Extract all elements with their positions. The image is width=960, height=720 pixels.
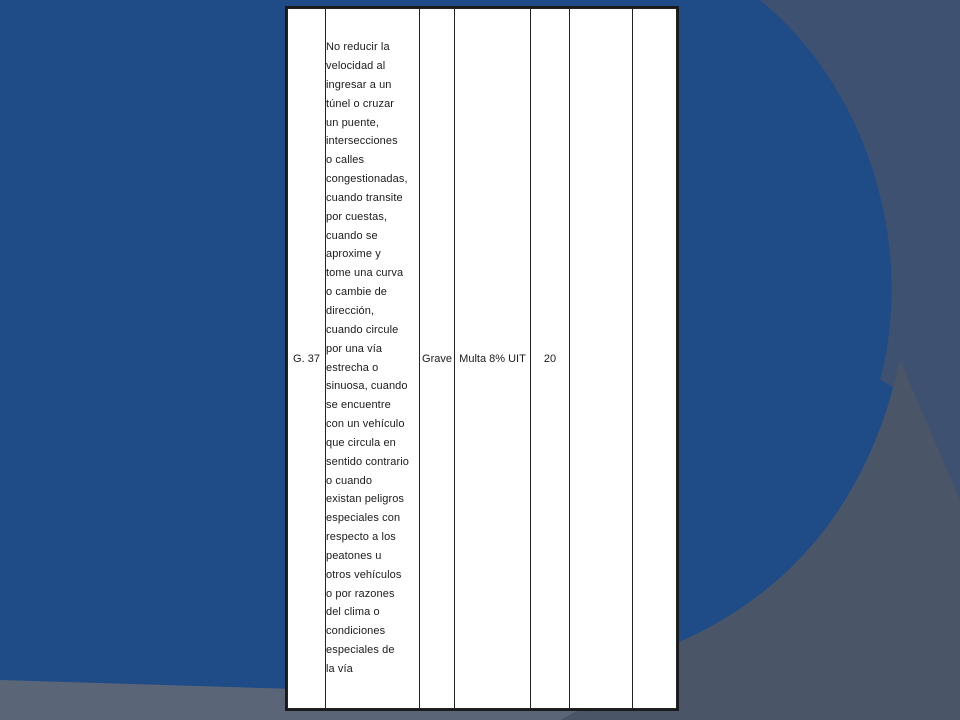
infraction-table-frame (285, 6, 679, 711)
infraction-description: No reducir la velocidad al ingresar a un túnel o cruzar un puente, intersecciones o calles congestionadas, cuando transite por cuestas, cuando se aproxime y tome una curva o cambie de dirección, cuando circule por una vía estrecha o sinuosa, cuando se encuentre con un vehículo que circula en sentido contrario o cuando existan peligros especiales con respecto a los peatones u otros vehículos o por razones del clima o condiciones especiales de la vía (326, 41, 410, 675)
sanction-cell: Multa 8% UIT (455, 9, 531, 709)
empty-cell (570, 9, 633, 709)
table-row (288, 9, 677, 709)
severity-cell: Grave (420, 9, 455, 709)
infraction-description-cell (326, 9, 420, 709)
infraction-table (287, 8, 677, 709)
infraction-code-cell: G. 37 (288, 9, 326, 709)
points-cell: 20 (531, 9, 570, 709)
empty-cell (633, 9, 677, 709)
